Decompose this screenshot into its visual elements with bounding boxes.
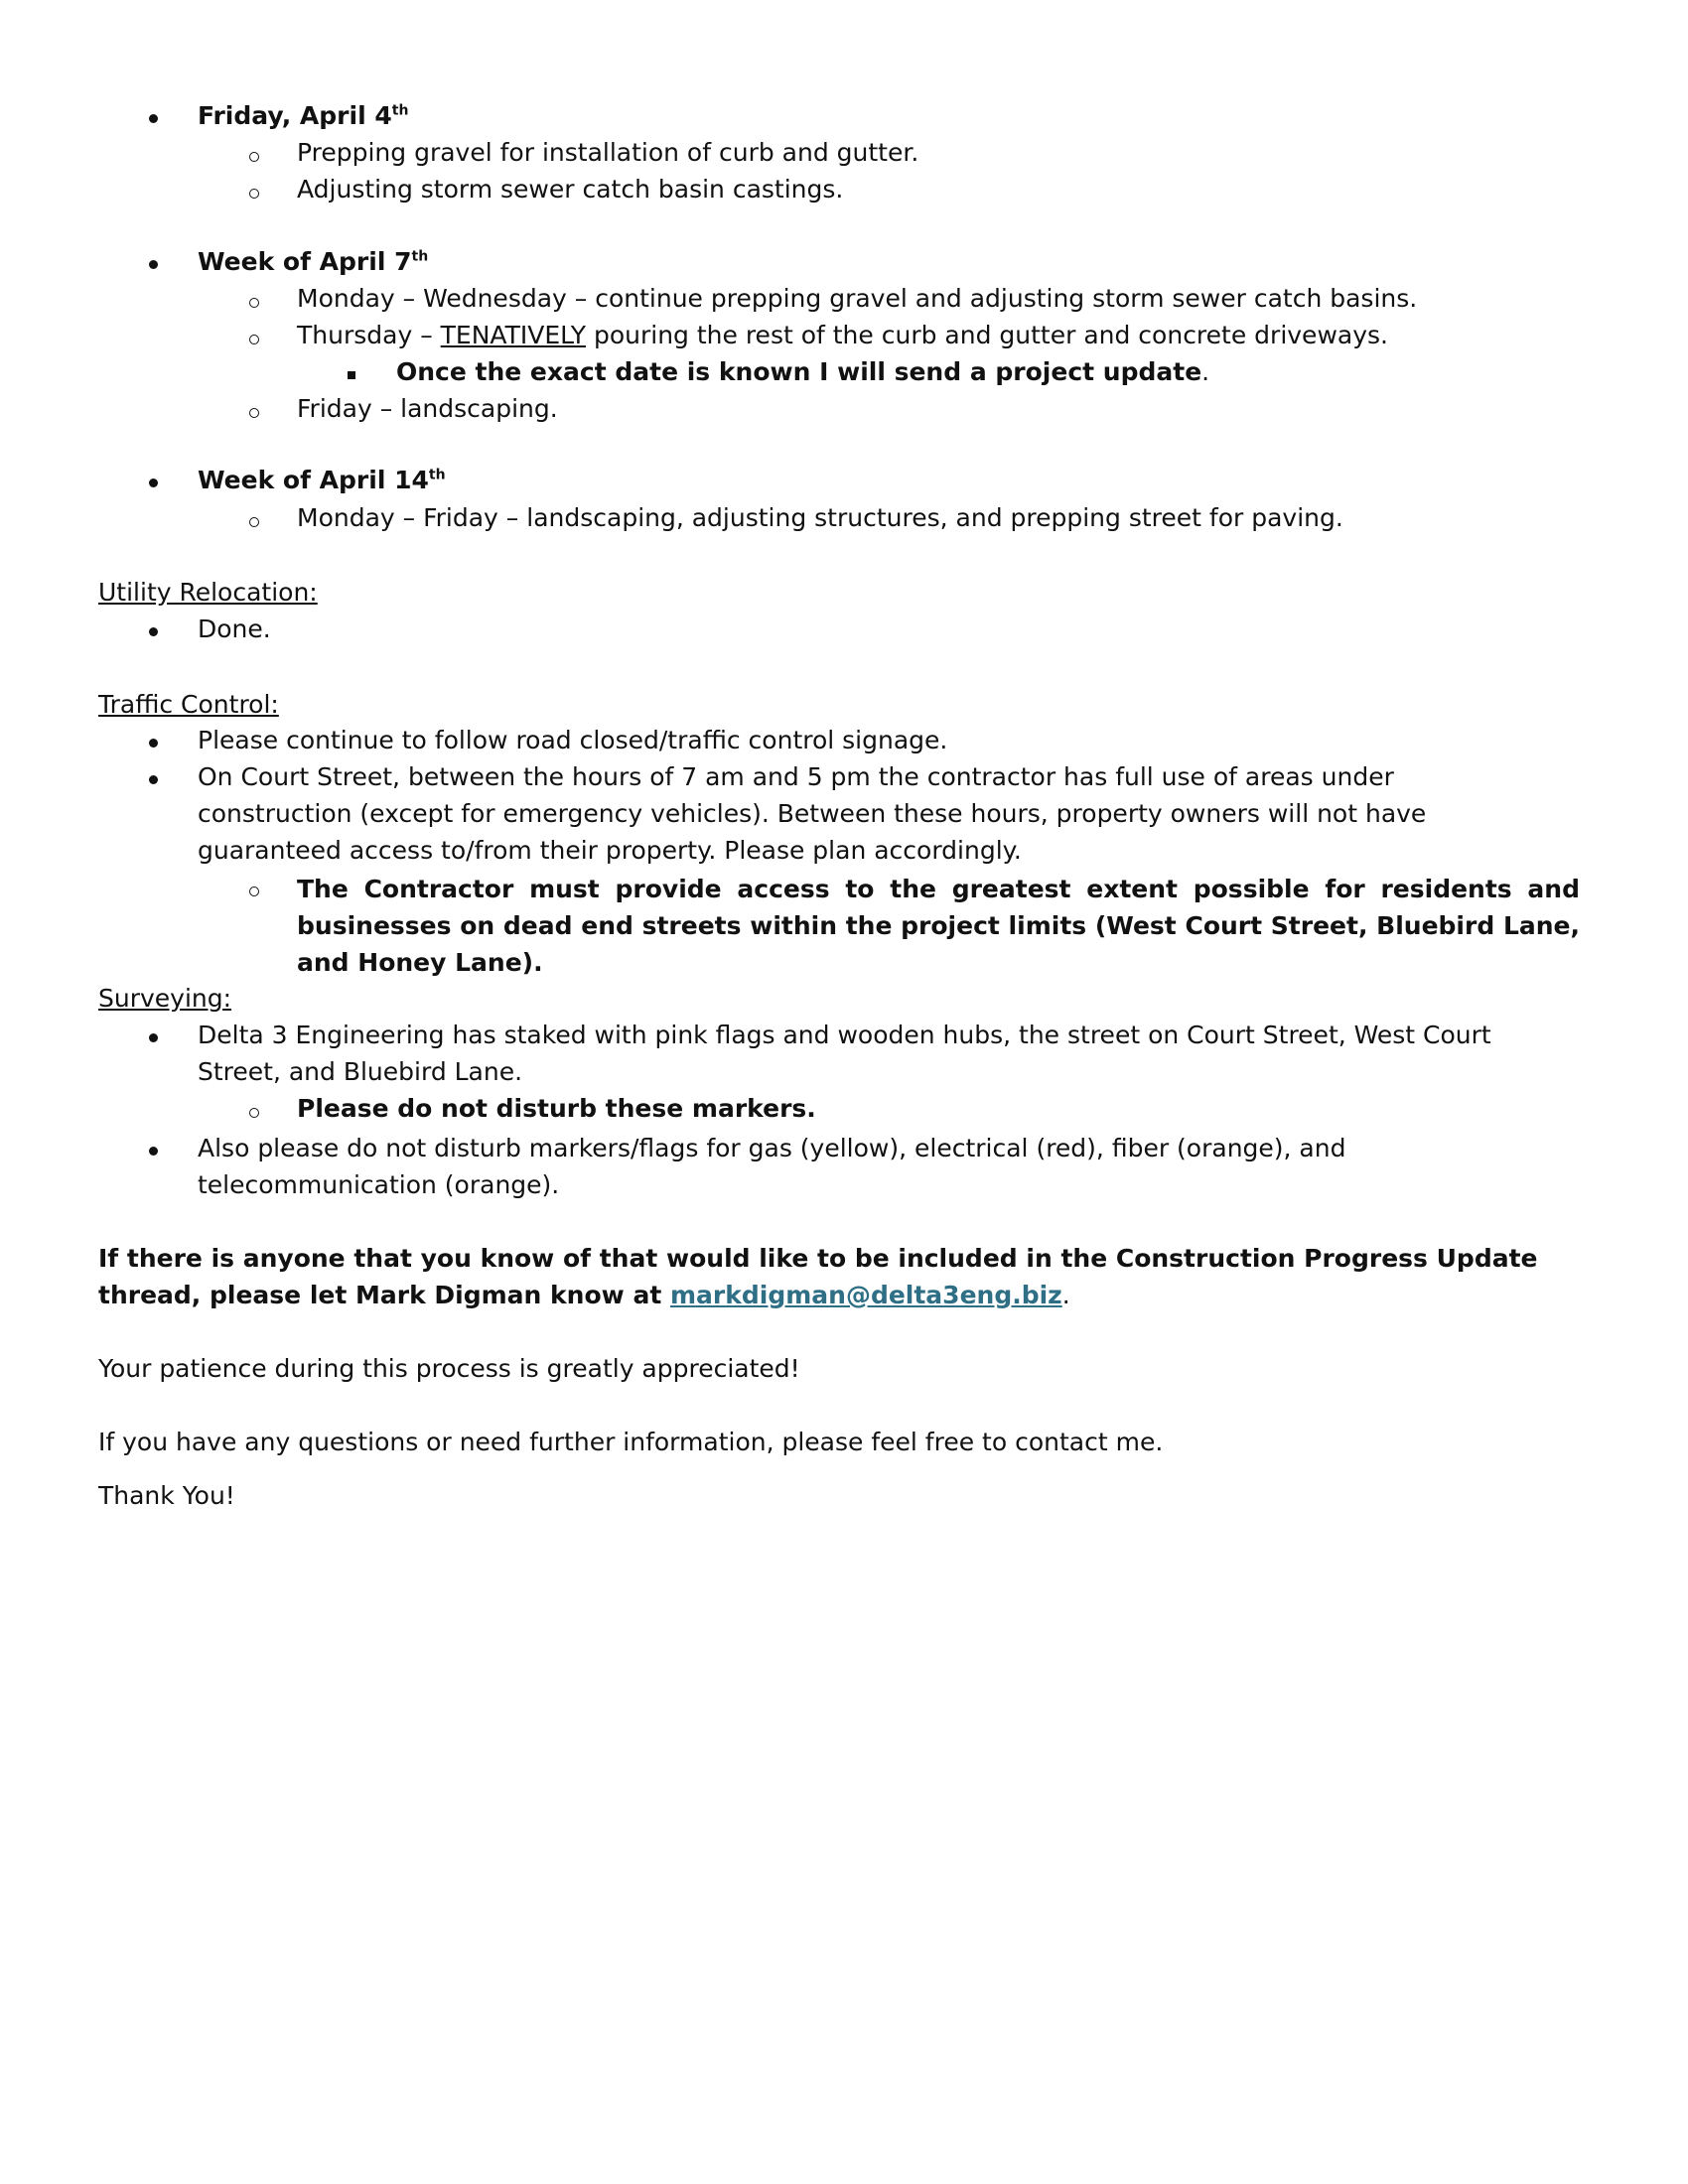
sub-list-item: Please do not disturb these markers.	[297, 1094, 816, 1123]
inclusion-notice-line: If there is anyone that you know of that would like to be included in the Construction Progress Update	[98, 1244, 1538, 1273]
punctuation: .	[1061, 1281, 1070, 1309]
bullet-icon	[149, 478, 158, 487]
thank-you-text: Thank You!	[98, 1481, 235, 1510]
list-item: Please continue to follow road closed/traffic control signage.	[198, 726, 948, 754]
contractor-access-notice: The Contractor must provide access to the greatest extent possible for residents and businesses on dead end streets within the project limits (West Court Street, Bluebird Lane, and Honey Lane).	[297, 875, 1580, 977]
ordinal-suffix: th	[391, 102, 409, 119]
list-item: Monday – Wednesday – continue prepping gravel and adjusting storm sewer catch basins.	[297, 284, 1418, 313]
bold-text: thread, please let Mark Digman know at	[98, 1281, 670, 1309]
circle-bullet-icon	[249, 1108, 259, 1118]
bullet-icon	[149, 627, 158, 636]
circle-bullet-icon	[249, 517, 259, 527]
section-heading-surveying: Surveying:	[98, 984, 232, 1013]
list-item-line: On Court Street, between the hours of 7 am and 5 pm the contractor has full use of areas under	[198, 762, 1394, 791]
circle-bullet-icon	[249, 152, 259, 162]
section-heading-utility: Utility Relocation:	[98, 578, 318, 607]
circle-bullet-icon	[249, 408, 259, 418]
questions-text: If you have any questions or need further information, please feel free to contact me.	[98, 1428, 1164, 1456]
heading-text: Friday, April 4	[198, 101, 392, 130]
list-item: Prepping gravel for installation of curb and gutter.	[297, 138, 919, 167]
bullet-icon	[149, 775, 158, 784]
sub-list-item	[396, 355, 1209, 389]
bullet-icon	[149, 260, 158, 269]
bullet-icon	[149, 739, 158, 748]
inclusion-notice-line	[98, 1279, 1070, 1312]
section-heading-week-apr14	[198, 464, 446, 497]
section-heading-week-apr7	[198, 245, 428, 279]
email-link[interactable]: markdigman@delta3eng.biz	[669, 1281, 1062, 1309]
patience-text: Your patience during this process is greatly appreciated!	[98, 1354, 800, 1383]
square-bullet-icon	[348, 371, 355, 379]
list-item: Done.	[198, 614, 271, 643]
list-item-line: Street, and Bluebird Lane.	[198, 1057, 523, 1086]
ordinal-suffix: th	[428, 467, 446, 483]
punctuation: .	[1201, 357, 1210, 386]
heading-text: Week of April 14	[198, 466, 429, 494]
list-item	[297, 319, 1388, 352]
ordinal-suffix: th	[411, 248, 429, 265]
list-item-line: construction (except for emergency vehicles). Between these hours, property owners will not have	[198, 799, 1427, 828]
list-item-line: Also please do not disturb markers/flags for gas (yellow), electrical (red), fiber (orange), and	[198, 1134, 1346, 1162]
circle-bullet-icon	[249, 189, 259, 199]
section-heading-friday	[198, 99, 408, 133]
circle-bullet-icon	[249, 335, 259, 344]
list-item: Adjusting storm sewer catch basin castings.	[297, 175, 844, 204]
list-item-line: guaranteed access to/from their property. Please plan accordingly.	[198, 836, 1022, 865]
bullet-icon	[149, 1147, 158, 1156]
item-suffix: pouring the rest of the curb and gutter and concrete driveways.	[586, 321, 1388, 349]
bold-text: Once the exact date is known I will send a project update	[396, 357, 1202, 386]
list-item-line: Delta 3 Engineering has staked with pink flags and wooden hubs, the street on Court Street, West Court	[198, 1021, 1491, 1049]
list-item: Monday – Friday – landscaping, adjusting structures, and prepping street for paving.	[297, 503, 1343, 532]
heading-text: Week of April 7	[198, 247, 412, 276]
circle-bullet-icon	[249, 298, 259, 308]
section-heading-traffic: Traffic Control:	[98, 690, 279, 719]
item-prefix: Thursday –	[297, 321, 441, 349]
bullet-icon	[149, 1033, 158, 1042]
list-item: Friday – landscaping.	[297, 394, 558, 423]
bullet-icon	[149, 114, 158, 123]
list-item-line: telecommunication (orange).	[198, 1170, 560, 1199]
circle-bullet-icon	[249, 887, 259, 896]
underlined-word: TENATIVELY	[440, 321, 587, 349]
